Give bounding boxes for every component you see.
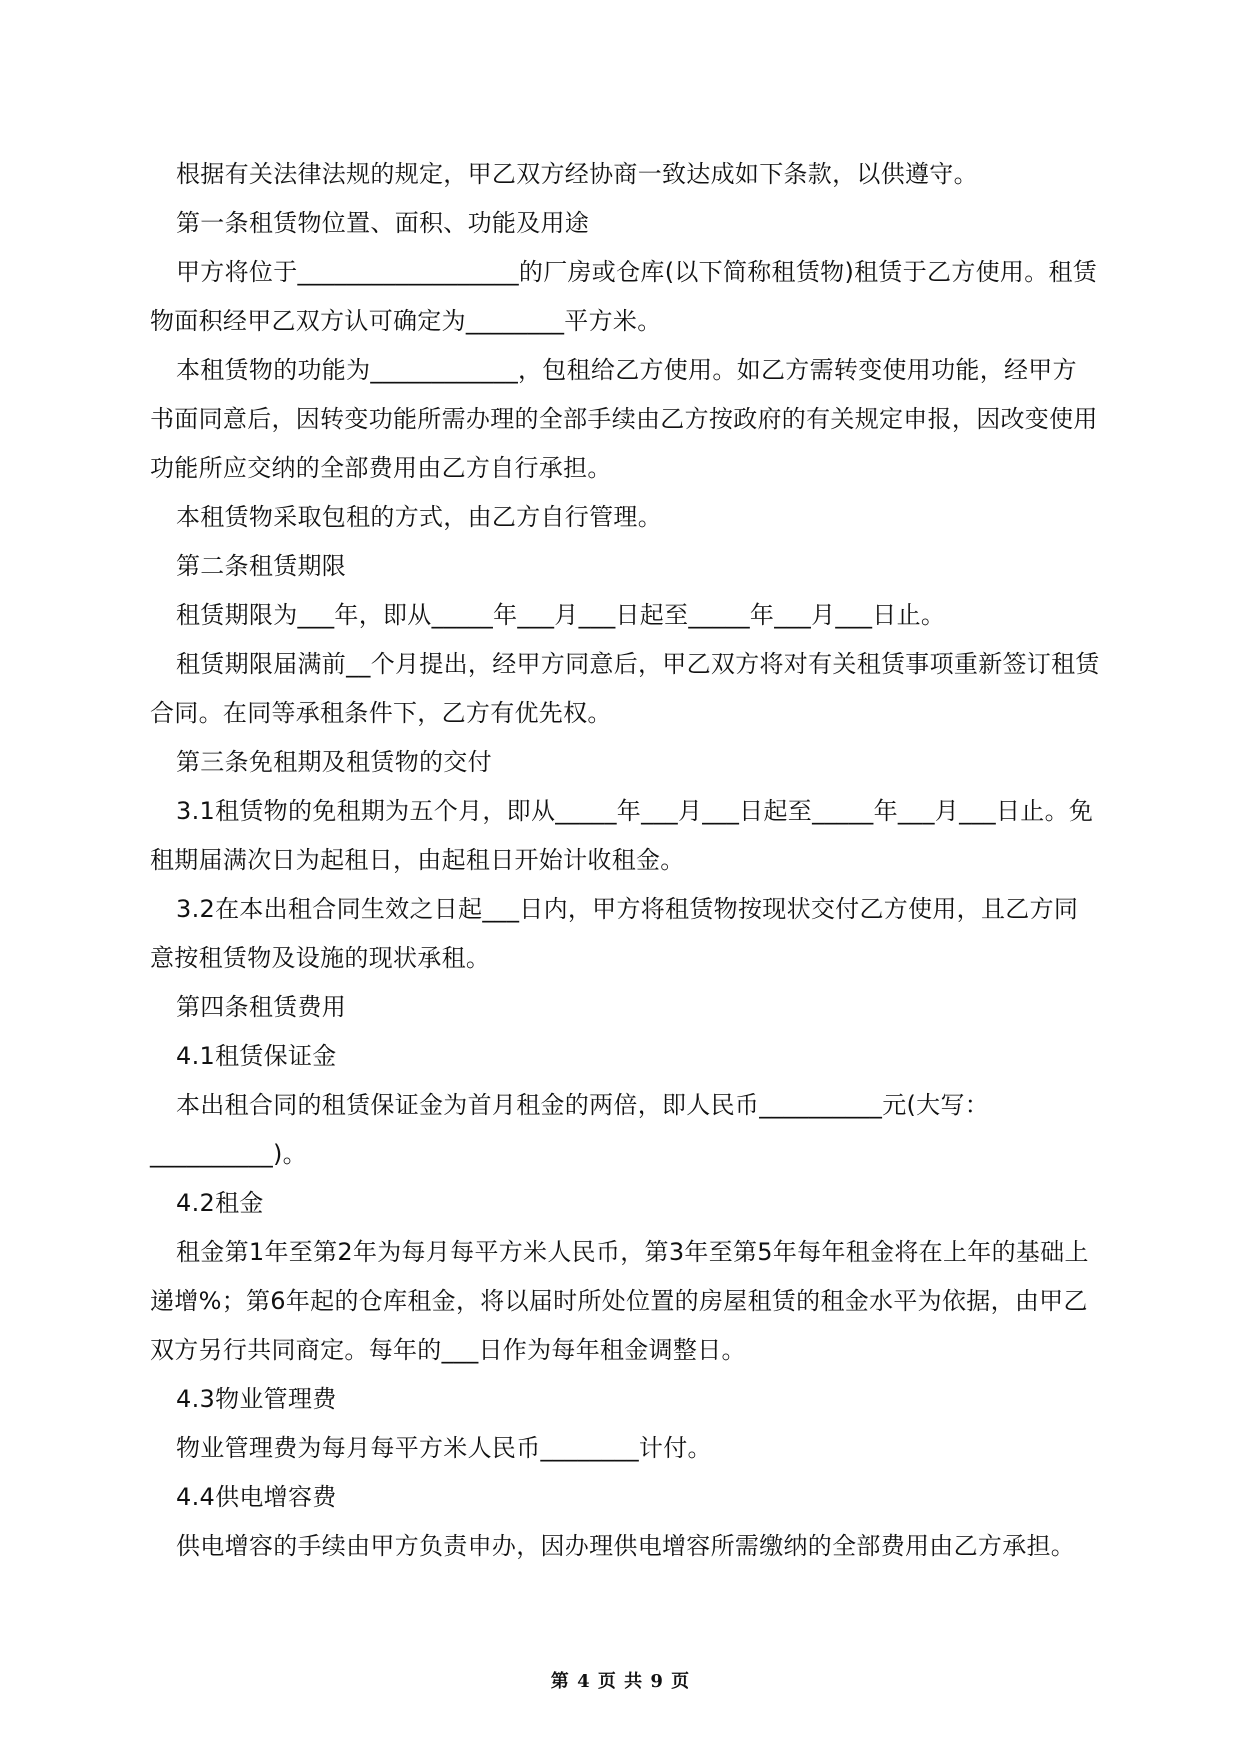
section-4-2-heading: 4.2租金	[176, 1189, 264, 1217]
section-4-3-heading: 4.3物业管理费	[176, 1385, 337, 1413]
paragraph-property-fee: 物业管理费为每月每平方米人民币________计付。	[176, 1434, 712, 1462]
paragraph-3-2: 3.2在本出租合同生效之日起___日内，甲方将租赁物按现状交付乙方使用，且乙方同意按租赁物及设施的现状承租。	[150, 895, 1079, 972]
paragraph-3-1: 3.1租赁物的免租期为五个月，即从_____年___月___日起至_____年___月___日止。免租期届满次日为起租日，由起租日开始计收租金。	[150, 797, 1094, 874]
page-number: 第 4 页 共 9 页	[550, 1671, 691, 1692]
paragraph-renewal: 租赁期限届满前__个月提出，经甲方同意后，甲乙双方将对有关租赁事项重新签订租赁合同。在同等承租条件下，乙方有优先权。	[150, 650, 1100, 727]
document-body	[150, 150, 1100, 1571]
article-2-heading: 第二条租赁期限	[176, 552, 347, 580]
paragraph-lease-method: 本租赁物采取包租的方式，由乙方自行管理。	[176, 503, 662, 531]
section-4-1-heading: 4.1租赁保证金	[176, 1042, 337, 1070]
paragraph-lease-term: 租赁期限为___年，即从_____年___月___日起至_____年___月___日止。	[176, 601, 946, 629]
paragraph-rent: 租金第1年至第2年为每月每平方米人民币，第3年至第5年每年租金将在上年的基础上递增%；第6年起的仓库租金，将以届时所处位置的房屋租赁的租金水平为依据，由甲乙双方另行共同商定。每年的___日作为每年租金调整日。	[150, 1238, 1089, 1364]
paragraph-power-fee: 供电增容的手续由甲方负责申办，因办理供电增容所需缴纳的全部费用由乙方承担。	[176, 1532, 1076, 1560]
section-4-4-heading: 4.4供电增容费	[176, 1483, 337, 1511]
paragraph-location-area: 甲方将位于__________________的厂房或仓库(以下简称租赁物)租赁于乙方使用。租赁物面积经甲乙双方认可确定为________平方米。	[150, 258, 1098, 335]
article-3-heading: 第三条免租期及租赁物的交付	[176, 748, 492, 776]
article-1-heading: 第一条租赁物位置、面积、功能及用途	[176, 209, 590, 237]
article-4-heading: 第四条租赁费用	[176, 993, 347, 1021]
paragraph-function: 本租赁物的功能为____________，包租给乙方使用。如乙方需转变使用功能，经甲方书面同意后，因转变功能所需办理的全部手续由乙方按政府的有关规定申报，因改变使用功能所应交纳的全部费用由乙方自行承担。	[150, 356, 1098, 482]
paragraph-deposit: 本出租合同的租赁保证金为首月租金的两倍，即人民币__________元(大写：__________)。	[150, 1091, 990, 1168]
paragraph-intro: 根据有关法律法规的规定，甲乙双方经协商一致达成如下条款，以供遵守。	[176, 160, 978, 188]
